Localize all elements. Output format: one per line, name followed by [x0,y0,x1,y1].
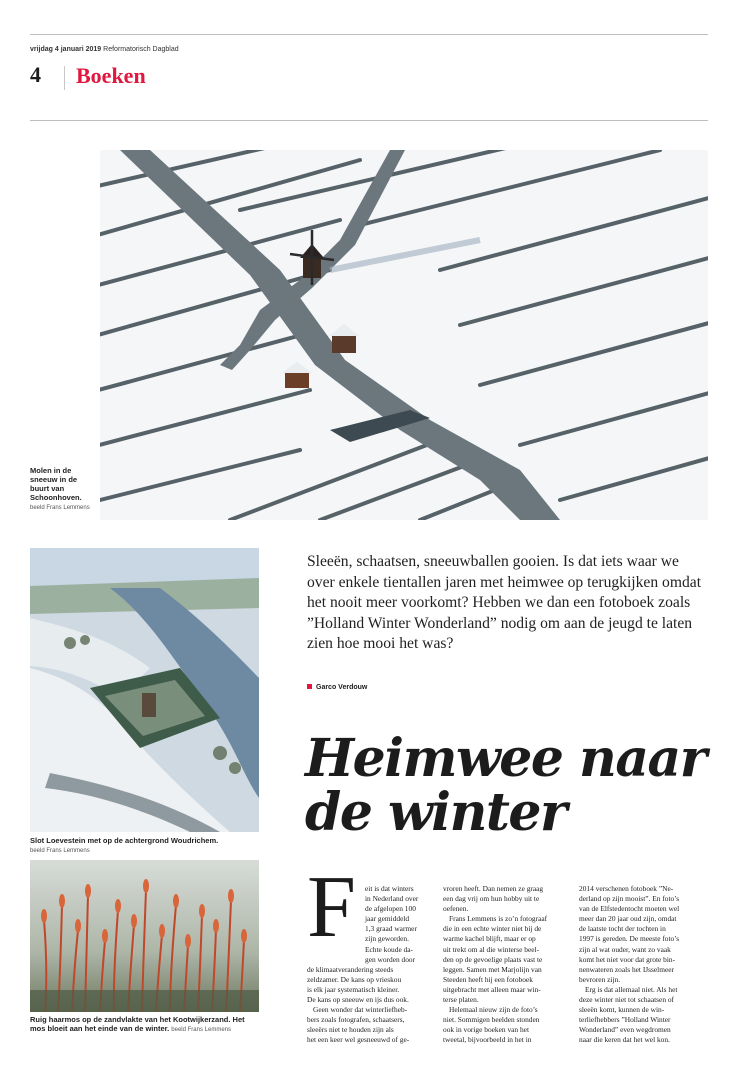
col2-line: terse platen. [443,995,479,1005]
col3-line: bevroren zijn. [579,974,621,984]
col1-line: Echte koude da- [365,944,414,954]
col2-line: uitgebracht met alleen maar win- [443,984,541,994]
date-line [30,46,179,53]
col1-line: bers zoals fotografen, schaatsers, [307,1015,405,1025]
col1-line: zeldzamer. De kans op vrieskou [307,974,402,984]
section-separator [64,66,65,90]
loevestein-caption [30,836,259,856]
col2-line: niet. Sommigen beelden stonden [443,1015,540,1025]
col1-line: jaar gemiddeld [365,914,410,924]
col2-line: die in een echte winter niet bij de [443,924,542,934]
col2-line: oefenen. [443,904,469,914]
headline [305,728,715,843]
col1-line: eit is dat winters [365,884,414,893]
col1-line: is elk jaar systematisch kleiner. [307,984,400,994]
col2-line: Frans Lemmens is zo’n fotograaf [449,914,548,924]
header-rule [30,120,708,121]
col2-line: vroren heeft. Dan nemen ze graag [443,884,544,893]
headline-line-1: Heimwee naar [305,728,706,789]
body-column-1 [307,884,437,1046]
col2-line: Helemaal nieuw zijn de foto’s [449,1005,538,1015]
headline-line-2: de winter [305,782,566,843]
col3-line: zijn al wat ouder, want zo vaak [579,944,671,954]
page-number: 4 [30,62,41,87]
col2-line: den op de gevoelige plaats vast te [443,954,543,964]
col3-line: sleeën komt, kunnen de win- [579,1005,665,1015]
col3-line: van de Elfstedentocht moeten wel [579,904,680,914]
col3-line: terliefhebbers ”Holland Winter [579,1015,671,1025]
col1-line: sleeërs niet te houden zijn als [307,1025,394,1035]
issue-date: vrijdag 4 januari 2019 [30,46,102,53]
byline-marker [307,684,312,689]
newspaper-name: Reformatorisch Dagblad [103,46,179,53]
top-rule [30,34,708,35]
windmill-caption-text: Molen in de sneeuw in de buurt van Schoonhoven. [30,466,82,502]
body-column-2 [443,884,576,1046]
col1-line: de klimaatverandering steeds [307,964,394,974]
moss-photo [30,860,259,1012]
col3-line: Wonderland” even wegdromen [579,1025,671,1035]
col1-line: de afgelopen 100 [365,904,416,914]
windmill-illustration [100,150,708,520]
col2-line: leggen. Samen met Marjolijn van [443,964,542,974]
col1-line: het een keer wel gesneeuwd of ge- [307,1035,410,1045]
col2-line: een dag vrij om hun hobby uit te [443,894,540,904]
col3-line: meer dan 20 jaar oud zijn, omdat [579,914,677,924]
moss-illustration [30,860,259,1012]
col2-line: tweetal, bijvoorbeeld in het in [443,1035,532,1045]
article-intro: Sleeën, schaatsen, sneeuwballen gooien. Is dat iets waar we over enkele tientallen jaren met heimwee op terugkijken omdat het nooit meer voorkomt? Hebben we dan een fotoboek zoals ”Holland Winter Wonderland” nodig om aan de jeugd te laten zien hoe mooi het was? [307,553,702,652]
loevestein-caption-credit: beeld Frans Lemmens [30,848,90,854]
byline [307,684,367,691]
col2-line: warme kachel blijft, maar er op [443,934,536,944]
col1-line: in Nederland over [365,894,419,904]
col3-line: nenwateren zoals het IJsselmeer [579,964,675,974]
windmill-caption [30,466,92,513]
col3-line: komt het niet voor dat grote bin- [579,954,676,964]
moss-caption-text: Ruig haarmos op de zandvlakte van het Kootwijkerzand. Het mos bloeit aan het einde van de winter. [30,1015,245,1033]
col1-line: Geen wonder dat winterliefheb- [313,1005,408,1015]
moss-caption [30,1015,262,1035]
windmill-caption-credit: beeld Frans Lemmens [30,505,90,511]
loevestein-illustration [30,548,259,832]
col2-line: uit trekt om al die winterse beel- [443,944,540,954]
loevestein-photo [30,548,259,832]
drop-cap: F [307,859,356,956]
col1-line: gen worden door [365,954,416,964]
col3-line: naar die keren dat het wel kon. [579,1035,670,1045]
col3-line: 2014 verschenen fotoboek ”Ne- [579,884,674,893]
body-column-3 [579,884,714,1046]
author-name: Garco Verdouw [316,684,368,691]
moss-caption-credit: beeld Frans Lemmens [171,1027,231,1033]
col3-line: 1997 is gereden. De meeste foto’s [579,934,680,944]
col1-line: 1,3 graad warmer [365,924,417,934]
col1-line: De kans op sneeuw en ijs dus ook. [307,995,409,1005]
windmill-photo [100,150,708,520]
section-title: Boeken [76,63,146,88]
col3-line: Erg is dat allemaal niet. Als het [585,984,678,994]
col3-line: derland op zijn mooist”. En foto’s [579,894,680,904]
loevestein-caption-text: Slot Loevestein met op de achtergrond Woudrichem. [30,836,219,845]
col3-line: de laatste tocht der tochten in [579,924,666,934]
col1-line: zijn geworden. [365,934,409,944]
col2-line: Steeden heeft hij een fotoboek [443,974,533,984]
col2-line: ook in vorige boeken van het [443,1025,529,1035]
col3-line: deze winter niet tot schaatsen of [579,995,675,1005]
